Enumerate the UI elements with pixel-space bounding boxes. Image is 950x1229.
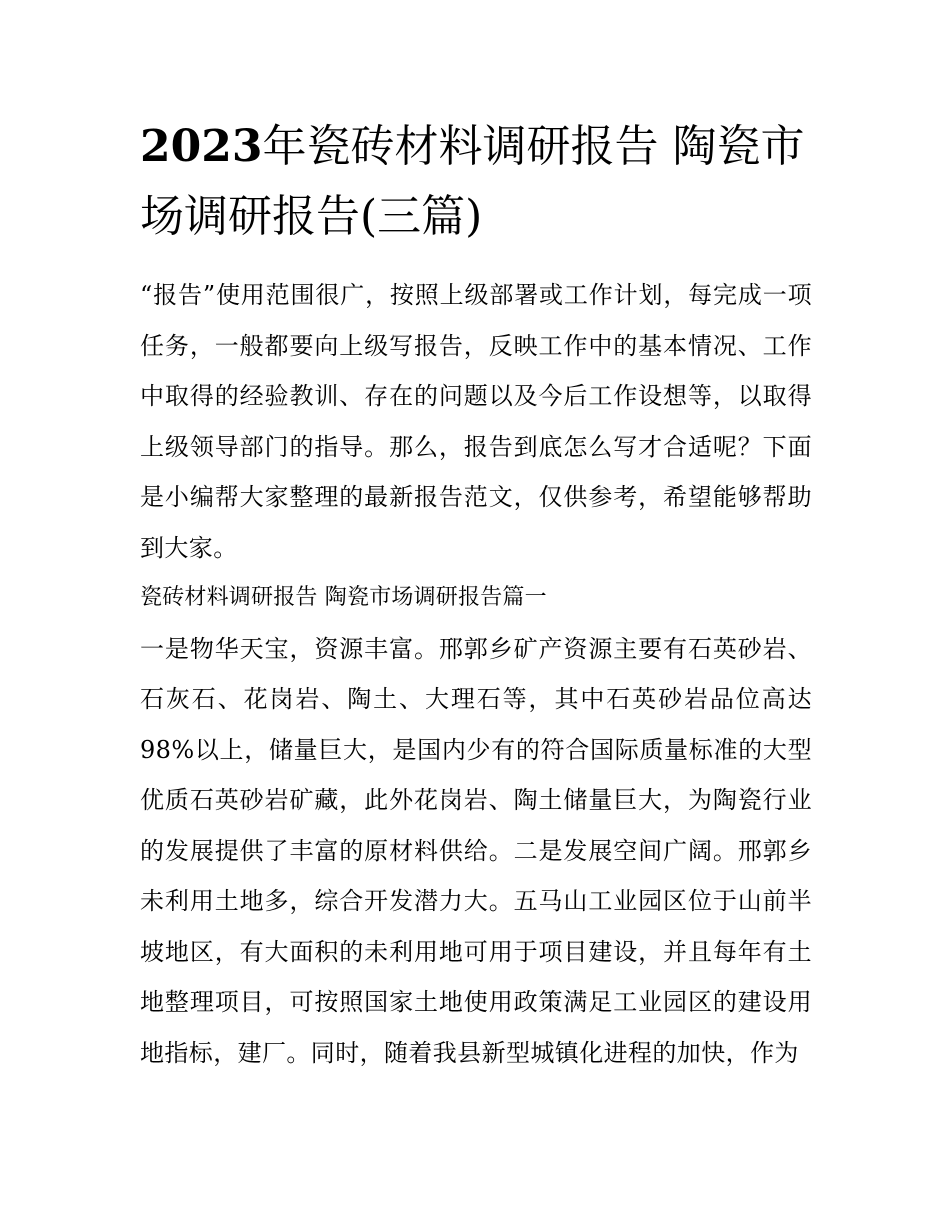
section-paragraph: 一是物华天宝，资源丰富。邢郭乡矿产资源主要有石英砂岩、石灰石、花岗岩、陶土、大理石等，其中石英砂岩品位高达98%以上，储量巨大，是国内少有的符合国际质量标准的大型优质石英砂岩矿藏，此外花岗岩、陶土储量巨大，为陶瓷行业的发展提供了丰富的原材料供给。二是发展空间广阔。邢郭乡未利用土地多，综合开发潜力大。五马山工业园区位于山前半坡地区，有大面积的未利用地可用于项目建设，并且每年有土地整理项目，可按照国家土地使用政策满足工业园区的建设用地指标，建厂。同时，随着我县新型城镇化进程的加快，作为 [140,634,812,1067]
intro-paragraph: “报告”使用范围很广，按照上级部署或工作计划，每完成一项任务，一般都要向上级写报告，反映工作中的基本情况、工作中取得的经验教训、存在的问题以及今后工作设想等，以取得上级领导部门的指导。那么，报告到底怎么写才合适呢？下面是小编帮大家整理的最新报告范文，仅供参考，希望能够帮助到大家。 [140,281,812,562]
document-body [140,270,812,1078]
document-page [140,112,812,1078]
title-year: 2023 [140,121,263,172]
title-text: 年瓷砖材料调研报告 陶瓷市场调研报告(三篇) [140,121,805,242]
document-title [140,112,812,252]
section-heading: 瓷砖材料调研报告 陶瓷市场调研报告篇一 [140,585,547,610]
